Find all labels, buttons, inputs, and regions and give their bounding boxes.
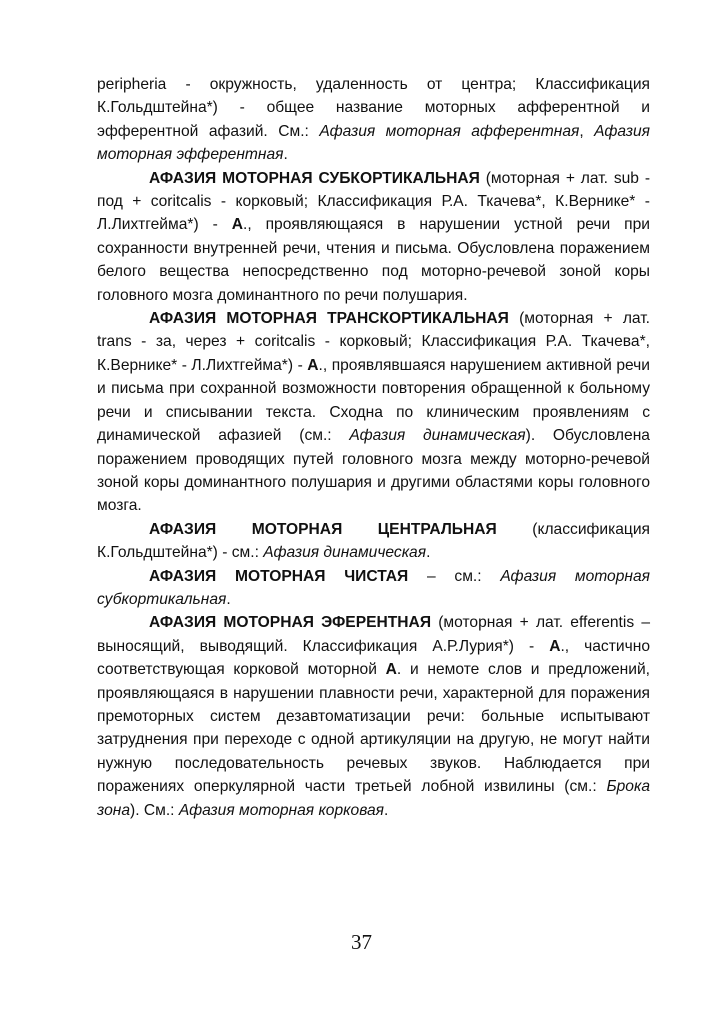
continuation-paragraph — [97, 73, 650, 167]
cross-reference: Афазия динамическая — [349, 427, 526, 445]
entry-text: ., проявлявшаяся нарушением активной речи и письма при сохранной возможности повторения обращенной к больному речи и списывании текста. Сходна по клиническим проявлениям с динамической афазией (см.: — [97, 356, 650, 445]
entry-text: . — [226, 590, 231, 608]
entry-term: АФАЗИЯ МОТОРНАЯ ЧИСТАЯ — [149, 567, 409, 585]
separator: , — [579, 122, 595, 140]
entry-text: (моторная + лат. efferentis – выносящий, выводящий. Классификация А.Р.Лурия*) - — [97, 614, 650, 655]
entry-text: . — [426, 544, 431, 562]
entry-transcortical-aphasia — [97, 307, 650, 518]
page-number: 37 — [351, 930, 372, 954]
cross-reference: Афазия моторная корковая — [178, 801, 384, 819]
cross-reference: Афазия моторная эфферентная — [97, 122, 650, 164]
entry-text: (классификация К.Гольдштейна*) - см.: — [97, 520, 650, 562]
cross-reference: Афазия моторная субкортикальная — [97, 567, 650, 608]
entry-central-aphasia — [97, 518, 650, 565]
entry-subcortical-aphasia — [97, 167, 650, 307]
entry-text: . и немоте слов и предложений, проявляющаяся в нарушении плавности речи, характерной для поражения премоторных систем дезавтоматизации речи: больные испытывают затруднения при переходе с одной артикуляции на другую, не могут найти нужную последовательность речевых звуков. Наблюдается при поражениях оперкулярной части третьей лобной извилины (см.: — [97, 661, 650, 796]
period: . — [283, 146, 288, 164]
entry-text: ). Обусловлена поражением проводящих путей головного мозга между моторно-речевой зоной коры доминантного полушария и другими областями коры головного мозга. — [97, 427, 650, 515]
entry-term: АФАЗИЯ МОТОРНАЯ СУБКОРТИКАЛЬНАЯ — [149, 169, 480, 187]
entry-text: . — [384, 801, 389, 819]
entry-abbreviation: А — [307, 356, 319, 374]
entry-abbreviation: А — [231, 216, 243, 234]
entry-pure-aphasia — [97, 565, 650, 612]
entry-term: АФАЗИЯ МОТОРНАЯ ТРАНСКОРТИКАЛЬНАЯ — [149, 310, 509, 328]
entry-text: ., проявляющаяся в нарушении устной речи при сохранности внутренней речи, чтения и письма. Обусловлена поражением белого вещества непосредственно под моторно-речевой зоной коры головного мозга доминантного по речи полушария. — [97, 216, 650, 304]
entry-text: (моторная + лат. trans - за, через + coritcalis - корковый; Классификация Р.А. Ткачева*, К.Вернике* - Л.Лихтгейма*) - — [97, 310, 651, 374]
cross-reference: Афазия моторная афферентная — [319, 122, 580, 140]
entry-abbreviation: А — [549, 637, 561, 655]
entry-text: ., частично соответствующая корковой моторной — [97, 637, 650, 679]
entry-text: (моторная + лат. sub - под + coritcalis - корковый; Классификация Р.А. Ткачева*, К.Вернике* - Л.Лихтгейма*) - — [97, 169, 651, 234]
entry-abbreviation: А — [385, 661, 397, 679]
entry-text: ). См.: — [130, 801, 179, 819]
entry-text: – см.: — [408, 567, 501, 585]
entry-efferent-aphasia — [97, 611, 650, 822]
entry-term: АФАЗИЯ МОТОРНАЯ ЦЕНТРАЛЬНАЯ — [149, 520, 497, 538]
cross-reference: Афазия динамическая — [263, 544, 427, 562]
cross-reference: Брока зона — [97, 778, 650, 819]
document-page — [97, 73, 650, 822]
intro-text: peripheria - окружность, удаленность от центра; Классификация К.Гольдштейна*) - общее название моторных афферентной и эфферентной афазий. См.: — [97, 76, 650, 140]
entry-term: АФАЗИЯ МОТОРНАЯ ЭФЕРЕНТНАЯ — [149, 614, 432, 632]
